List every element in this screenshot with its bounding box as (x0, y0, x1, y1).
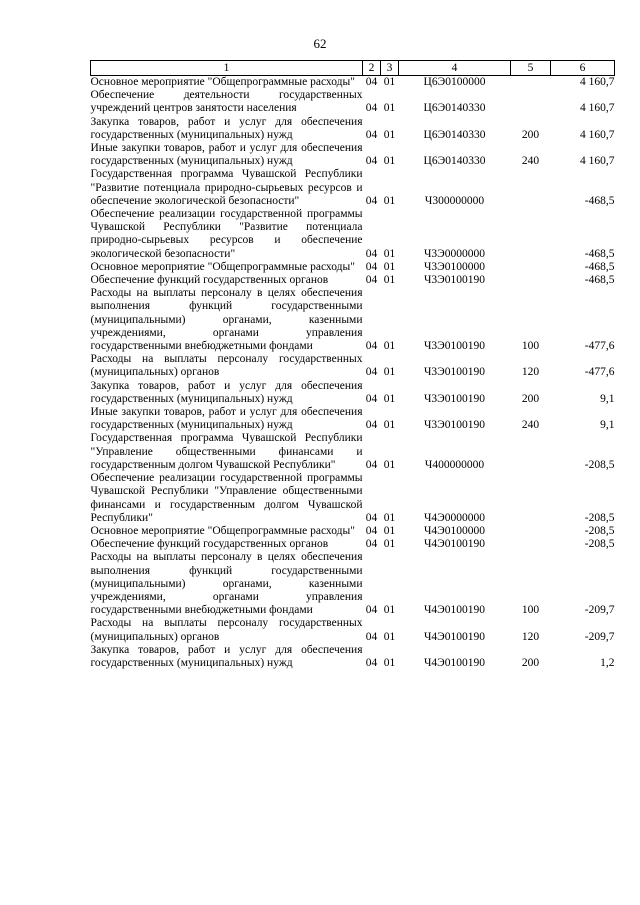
row-expense-type: 200 (521, 392, 540, 405)
row-target-code: Ч3Э0100190 (423, 366, 486, 379)
row-name: Основное мероприятие "Общепрограммные расходы" (90, 260, 355, 273)
row-section: 04 (365, 155, 378, 168)
row-name: Иные закупки товаров, работ и услуг для обеспечения государственных (муниципальных) нужд (90, 406, 363, 432)
row-expense-type: 200 (521, 656, 540, 669)
row-target-code: Ч300000000 (424, 194, 485, 207)
row-section: 04 (365, 128, 378, 141)
row-amount: 4 160,7 (580, 102, 615, 115)
row-target-code: Ч400000000 (424, 458, 485, 471)
table-row (91, 142, 615, 168)
row-name: Обеспечение функций государственных органов (90, 274, 329, 287)
row-name: Обеспечение деятельности государственных учреждений центров занятости населения (90, 89, 363, 115)
row-amount: -209,7 (584, 604, 615, 617)
row-section: 04 (365, 458, 378, 471)
row-amount: 1,2 (600, 656, 615, 669)
row-amount: -209,7 (584, 630, 615, 643)
row-amount: -208,5 (584, 458, 615, 471)
row-subsection: 01 (383, 656, 396, 669)
row-target-code: Ц6Э0100000 (423, 76, 486, 88)
row-section: 04 (365, 604, 378, 617)
header-col-6: 6 (551, 61, 615, 76)
row-target-code: Ч3Э0100190 (423, 340, 486, 353)
row-amount: 4 160,7 (580, 128, 615, 141)
table-row (91, 76, 615, 90)
table-row (91, 551, 615, 617)
row-subsection: 01 (383, 340, 396, 353)
row-target-code: Ч3Э0100190 (423, 419, 486, 432)
row-expense-type: 100 (521, 604, 540, 617)
row-name: Расходы на выплаты персоналу в целях обеспечения выполнения функций государственными (муниципальными) органами, казенными учреждениями, органами управления государственными внебюджетными фондами (90, 551, 363, 617)
header-col-1: 1 (91, 61, 363, 76)
row-expense-type (511, 432, 551, 472)
table-row (91, 538, 615, 551)
row-expense-type: 120 (521, 366, 540, 379)
row-subsection: 01 (383, 274, 396, 287)
row-name: Основное мероприятие "Общепрограммные расходы" (90, 76, 355, 88)
row-section: 04 (365, 366, 378, 379)
table-header (91, 61, 615, 76)
row-target-code: Ц6Э0140330 (423, 128, 486, 141)
row-target-code: Ч4Э0100190 (423, 604, 486, 617)
row-target-code: Ч3Э0000000 (423, 247, 486, 260)
row-amount: 9,1 (600, 419, 615, 432)
row-expense-type (511, 261, 551, 274)
row-amount: -468,5 (584, 247, 615, 260)
row-name: Закупка товаров, работ и услуг для обеспечения государственных (муниципальных) нужд (90, 115, 363, 141)
row-section: 04 (365, 102, 378, 115)
table-row (91, 406, 615, 432)
row-expense-type (511, 538, 551, 551)
table-row (91, 472, 615, 525)
row-target-code: Ч4Э0100000 (423, 524, 486, 537)
row-name: Обеспечение реализации государственной программы Чувашской Республики "Развитие потенциала природно-сырьевых ресурсов и обеспечение экологической безопасности" (90, 208, 363, 260)
row-section: 04 (365, 419, 378, 432)
row-section: 04 (365, 656, 378, 669)
row-expense-type: 100 (521, 340, 540, 353)
table-row (91, 380, 615, 406)
row-target-code: Ч4Э0000000 (423, 511, 486, 524)
table-body (91, 76, 615, 671)
row-expense-type: 240 (521, 419, 540, 432)
row-name: Обеспечение реализации государственной программы Чувашской Республики "Управление общественными финансами и государственным долгом Чувашской Республики" (90, 472, 363, 524)
row-subsection: 01 (383, 458, 396, 471)
table-row (91, 353, 615, 379)
row-subsection: 01 (383, 260, 396, 273)
row-amount: -208,5 (584, 524, 615, 537)
row-name: Закупка товаров, работ и услуг для обеспечения государственных (муниципальных) нужд (90, 643, 363, 669)
row-amount: -477,6 (584, 366, 615, 379)
row-amount: -208,5 (584, 511, 615, 524)
row-expense-type: 240 (521, 155, 540, 168)
row-target-code: Ч3Э0100190 (423, 274, 486, 287)
row-expense-type (511, 208, 551, 261)
row-name: Государственная программа Чувашской Республики "Развитие потенциала природно-сырьевых ресурсов и обеспечение экологической безопасности" (90, 168, 363, 207)
row-subsection: 01 (383, 524, 396, 537)
row-subsection: 01 (383, 604, 396, 617)
row-subsection: 01 (383, 194, 396, 207)
row-section: 04 (365, 194, 378, 207)
row-target-code: Ц6Э0140330 (423, 155, 486, 168)
header-col-2: 2 (363, 61, 381, 76)
table-row (91, 274, 615, 287)
row-name: Основное мероприятие "Общепрограммные расходы" (90, 524, 355, 537)
row-subsection: 01 (383, 128, 396, 141)
row-name: Государственная программа Чувашской Республики "Управление общественными финансами и государственным долгом Чувашской Республики" (90, 432, 363, 471)
row-target-code: Ч4Э0100190 (423, 538, 486, 551)
table-row (91, 617, 615, 643)
row-name: Иные закупки товаров, работ и услуг для обеспечения государственных (муниципальных) нужд (90, 142, 363, 168)
table-row (91, 432, 615, 472)
row-target-code: Ч4Э0100190 (423, 630, 486, 643)
row-subsection: 01 (383, 247, 396, 260)
row-subsection: 01 (383, 366, 396, 379)
row-section: 04 (365, 247, 378, 260)
row-name: Закупка товаров, работ и услуг для обеспечения государственных (муниципальных) нужд (90, 379, 363, 405)
row-name: Расходы на выплаты персоналу государственных (муниципальных) органов (90, 353, 363, 379)
row-expense-type: 200 (521, 128, 540, 141)
row-section: 04 (365, 76, 378, 88)
table-row (91, 208, 615, 261)
row-amount: 4 160,7 (580, 155, 615, 168)
row-section: 04 (365, 524, 378, 537)
header-col-3: 3 (381, 61, 399, 76)
row-name: Расходы на выплаты персоналу в целях обеспечения выполнения функций государственными (муниципальными) органами, казенными учреждениями, органами управления государственными внебюджетными фондами (90, 287, 363, 353)
row-amount: -468,5 (584, 260, 615, 273)
table-row (91, 287, 615, 353)
row-expense-type (511, 525, 551, 538)
row-expense-type (511, 274, 551, 287)
row-expense-type (511, 168, 551, 208)
table-row (91, 116, 615, 142)
row-target-code: Ч3Э0100000 (423, 260, 486, 273)
row-name: Расходы на выплаты персоналу государственных (муниципальных) органов (90, 617, 363, 643)
row-subsection: 01 (383, 76, 396, 88)
row-subsection: 01 (383, 630, 396, 643)
table-row (91, 168, 615, 208)
row-subsection: 01 (383, 155, 396, 168)
row-amount: 4 160,7 (580, 76, 615, 88)
row-section: 04 (365, 260, 378, 273)
row-section: 04 (365, 274, 378, 287)
row-expense-type: 120 (521, 630, 540, 643)
row-amount: -468,5 (584, 194, 615, 207)
budget-table (90, 60, 615, 670)
row-amount: -468,5 (584, 274, 615, 287)
header-row (91, 61, 615, 76)
row-section: 04 (365, 340, 378, 353)
row-section: 04 (365, 392, 378, 405)
table-row (91, 89, 615, 115)
header-col-4: 4 (399, 61, 511, 76)
row-amount: -477,6 (584, 340, 615, 353)
row-expense-type (511, 472, 551, 525)
row-amount: 9,1 (600, 392, 615, 405)
row-subsection: 01 (383, 392, 396, 405)
header-col-5: 5 (511, 61, 551, 76)
table-row (91, 644, 615, 670)
row-section: 04 (365, 511, 378, 524)
row-subsection: 01 (383, 419, 396, 432)
row-subsection: 01 (383, 102, 396, 115)
table-row (91, 525, 615, 538)
page-number: 62 (313, 36, 327, 51)
row-expense-type (511, 89, 551, 115)
row-name: Обеспечение функций государственных органов (90, 538, 329, 551)
row-section: 04 (365, 538, 378, 551)
row-target-code: Ц6Э0140330 (423, 102, 486, 115)
row-amount: -208,5 (584, 538, 615, 551)
table-row (91, 261, 615, 274)
row-target-code: Ч4Э0100190 (423, 656, 486, 669)
row-subsection: 01 (383, 538, 396, 551)
row-target-code: Ч3Э0100190 (423, 392, 486, 405)
row-section: 04 (365, 630, 378, 643)
row-expense-type (511, 76, 551, 90)
row-subsection: 01 (383, 511, 396, 524)
